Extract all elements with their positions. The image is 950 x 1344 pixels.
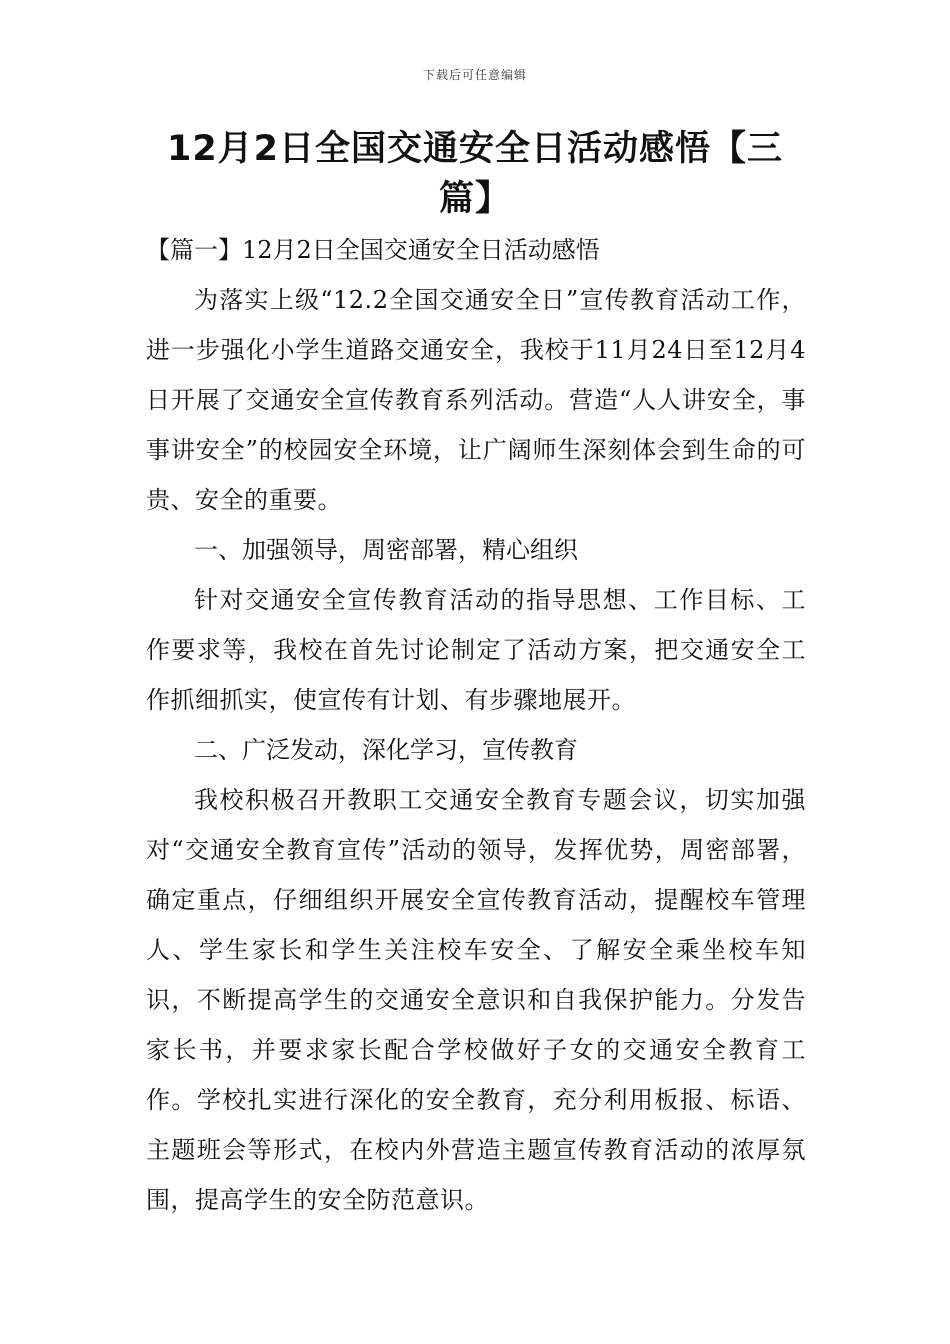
document-title: 12月2日全国交通安全日活动感悟【三篇】: [166, 129, 784, 219]
document-body: [146, 225, 806, 1225]
header-note: 下载后可任意编辑: [422, 68, 527, 82]
paragraph-activities: 我校积极召开教职工交通安全教育专题会议，切实加强对“交通安全教育宣传”活动的领导，发挥优势，周密部署，确定重点，仔细组织开展安全宣传教育活动，提醒校车管理人、学生家长和学生关注校车安全、了解安全乘坐校车知识，不断提高学生的交通安全意识和自我保护能力。分发告家长书，并要求家长配合学校做好子女的交通安全教育工作。学校扎实进行深化的安全教育，充分利用板报、标语、主题班会等形式，在校内外营造主题宣传教育活动的浓厚氛围，提高学生的安全防范意识。: [146, 786, 806, 1214]
paragraph-intro: 为落实上级“12.2全国交通安全日”宣传教育活动工作，进一步强化小学生道路交通安全，我校于11月24日至12月4日开展了交通安全宣传教育系列活动。营造“人人讲安全，事事讲安全”的校园安全环境，让广阔师生深刻体会到生命的可贵、安全的重要。: [146, 286, 806, 514]
paragraph-plan: 针对交通安全宣传教育活动的指导思想、工作目标、工作要求等，我校在首先讨论制定了活动方案，把交通安全工作抓细抓实，使宣传有计划、有步骤地展开。: [146, 586, 806, 714]
section-heading: 【篇一】12月2日全国交通安全日活动感悟: [146, 236, 600, 264]
subheading-education: 二、广泛发动，深化学习，宣传教育: [194, 736, 578, 764]
subheading-leadership: 一、加强领导，周密部署，精心组织: [194, 536, 578, 564]
